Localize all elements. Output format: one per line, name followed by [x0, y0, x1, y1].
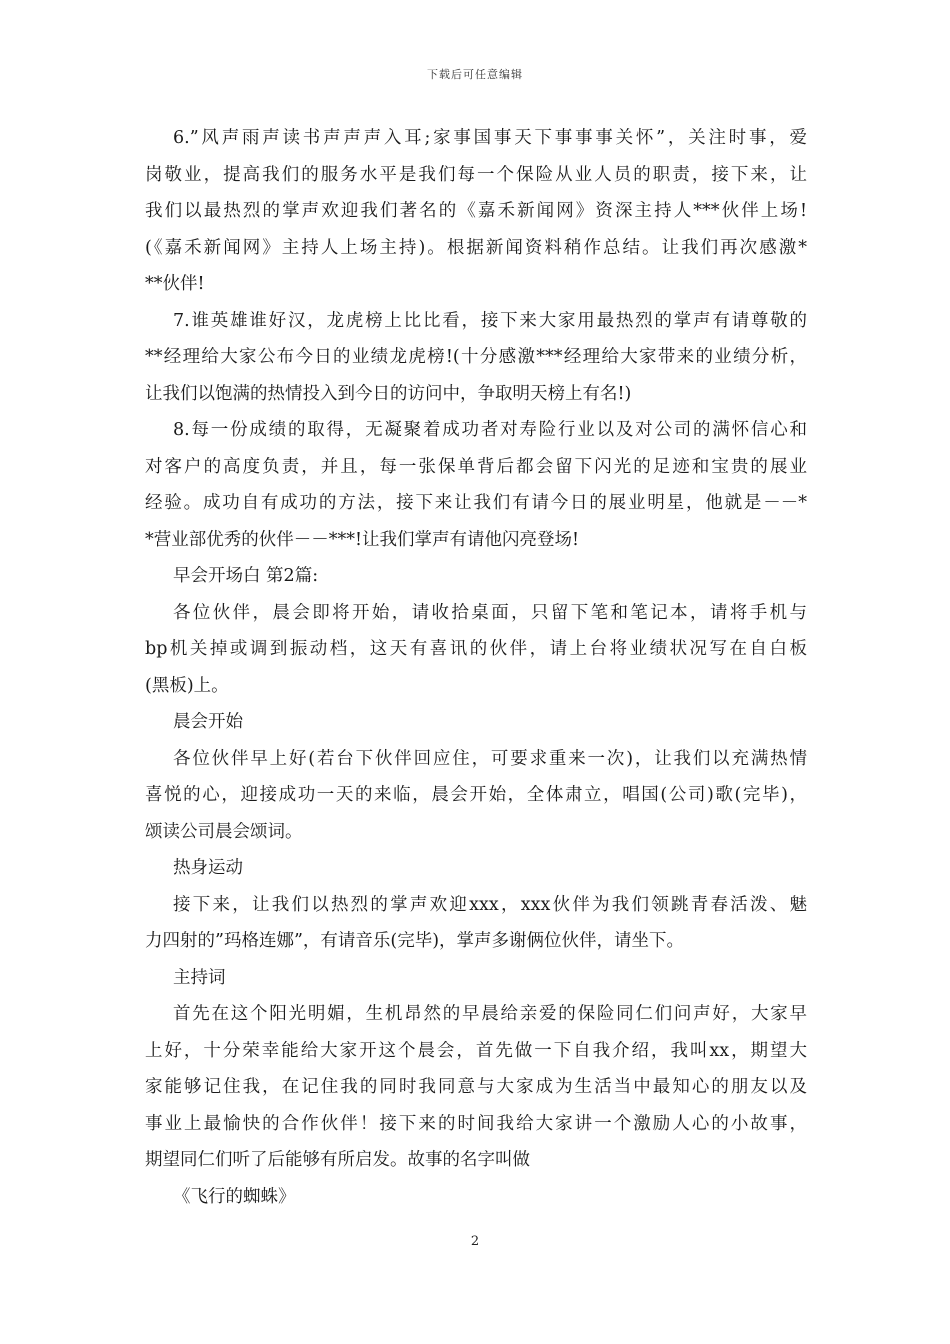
- text-line: 岗敬业，提高我们的服务水平是我们每一个保险从业人员的职责，接下来，让: [145, 164, 807, 185]
- text-line: (黑板)上。: [145, 675, 229, 696]
- text-line: 颂读公司晨会颂词。: [145, 821, 303, 842]
- section-heading: 早会开场白 第2篇:: [173, 566, 319, 586]
- text-line: **经理给大家公布今日的业绩龙虎榜!(十分感激***经理给大家带来的业绩分析，: [145, 347, 807, 367]
- text-line: 期望同仁们听了后能够有所启发。故事的名字叫做: [145, 1150, 530, 1170]
- text-line: 事业上最愉快的合作伙伴！接下来的时间我给大家讲一个激励人心的小故事，: [145, 1113, 807, 1134]
- text-line: 首先在这个阳光明媚，生机昂然的早晨给亲爱的保险同仁们问声好，大家早: [173, 1004, 807, 1024]
- text-line: (《嘉禾新闻网》主持人上场主持)。根据新闻资料稍作总结。让我们再次感激*: [145, 237, 807, 258]
- story-title: 《飞行的蜘蛛》: [173, 1186, 296, 1207]
- text-line: 8.每一份成绩的取得，无凝聚着成功者对寿险行业以及对公司的满怀信心和: [173, 420, 807, 440]
- text-line: 各位伙伴早上好(若台下伙伴回应住，可要求重来一次)，让我们以充满热情: [173, 748, 807, 769]
- text-line: 经验。成功自有成功的方法，接下来让我们有请今日的展业明星，他就是－－*: [145, 493, 807, 513]
- text-line: *营业部优秀的伙伴－－***!让我们掌声有请他闪亮登场!: [145, 529, 580, 550]
- text-line: 7.谁英雄谁好汉，龙虎榜上比比看，接下来大家用最热烈的掌声有请尊敬的: [173, 310, 807, 331]
- text-line: 喜悦的心，迎接成功一天的来临，晨会开始，全体肃立，唱国(公司)歌(完毕)，: [145, 785, 807, 805]
- text-line: 各位伙伴，晨会即将开始，请收拾桌面，只留下笔和笔记本，请将手机与: [173, 602, 807, 623]
- text-line: 力四射的”玛格连娜”，有请音乐(完毕)，掌声多谢俩位伙伴，请坐下。: [145, 931, 685, 951]
- text-line: 上好，十分荣幸能给大家开这个晨会，首先做一下自我介绍，我叫xx，期望大: [145, 1040, 807, 1061]
- section-heading: 晨会开始: [173, 712, 243, 732]
- text-line: **伙伴!: [145, 274, 205, 294]
- text-line: 对客户的高度负责，并且，每一张保单背后都会留下闪光的足迹和宝贵的展业: [145, 456, 807, 477]
- page-header: 下载后可任意编辑: [427, 68, 523, 81]
- text-line: 家能够记住我，在记住我的同时我同意与大家成为生活当中最知心的朋友以及: [145, 1077, 807, 1097]
- document-body: [145, 120, 807, 1215]
- text-line: 6.”风声雨声读书声声声入耳;家事国事天下事事事关怀”，关注时事，爱: [173, 128, 807, 148]
- text-line: 让我们以饱满的热情投入到今日的访问中，争取明天榜上有名!): [145, 383, 632, 404]
- text-line: 接下来，让我们以热烈的掌声欢迎xxx，xxx伙伴为我们领跳青春活泼、魅: [173, 894, 807, 915]
- page-number: 2: [470, 1234, 480, 1249]
- text-line: bp机关掉或调到振动档，这天有喜讯的伙伴，请上台将业绩状况写在自白板: [145, 639, 807, 659]
- text-line: 我们以最热烈的掌声欢迎我们著名的《嘉禾新闻网》资深主持人***伙伴上场!: [145, 201, 807, 221]
- section-heading: 主持词: [173, 967, 226, 988]
- section-heading: 热身运动: [173, 858, 243, 878]
